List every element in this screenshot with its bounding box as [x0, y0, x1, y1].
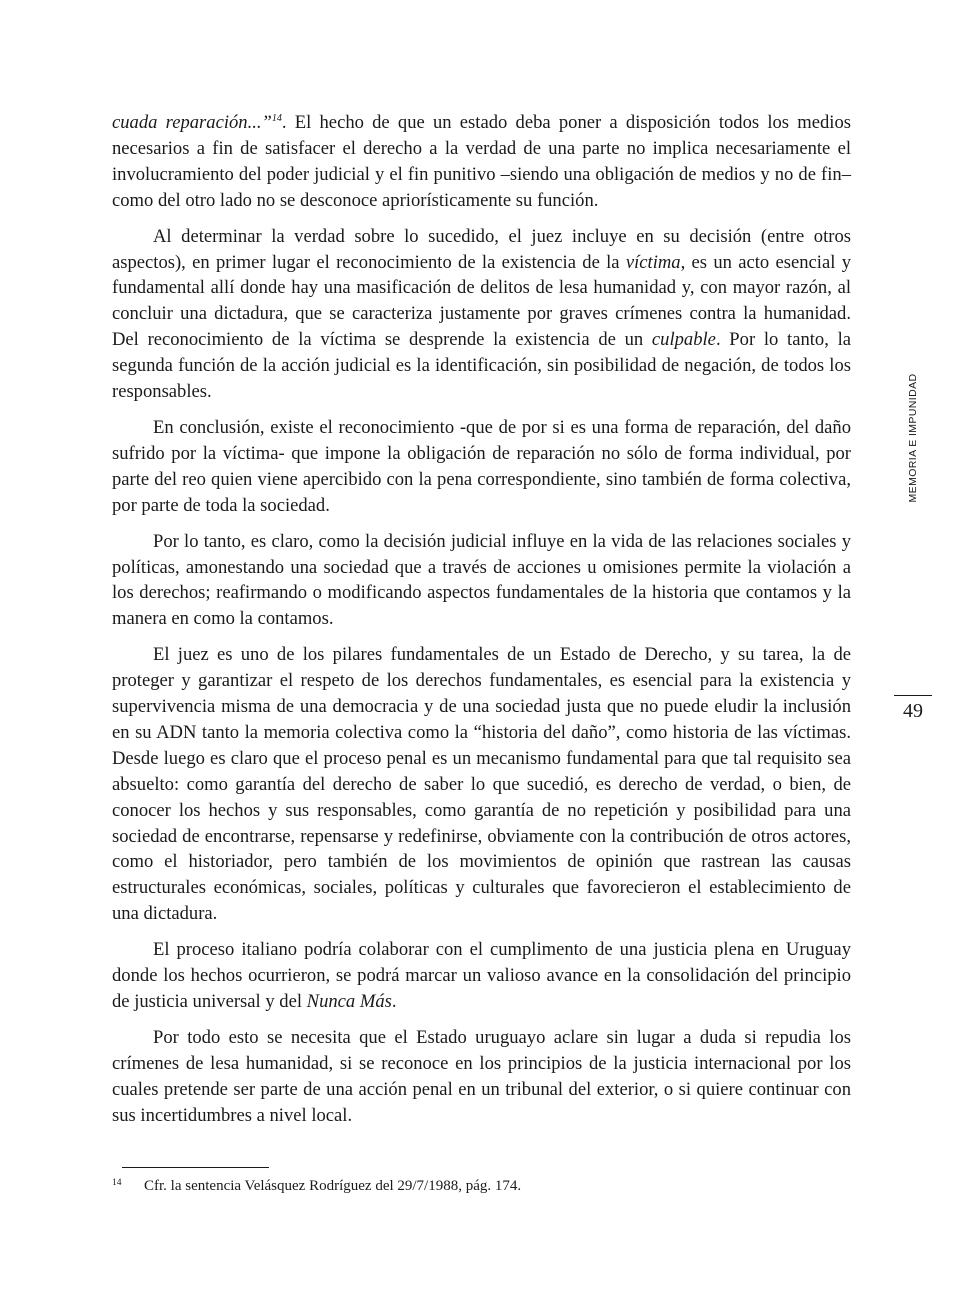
text-span: Por todo esto se necesita que el Estado uruguayo aclare sin lugar a duda si repudia los crímenes de lesa humanidad, si se reconoce en los principios de la justicia internacional por los cuales pretende ser parte de una acción penal en un tribunal del exterior, o si quiere continuar con sus incertidumbres a nivel local. [112, 1026, 851, 1126]
footnote-separator [122, 1167, 269, 1168]
text-span: El juez es uno de los pilares fundamentales de un Estado de Derecho, y su tarea, la de proteger y garantizar el respeto de los derechos fundamentales, es esencial para la existencia y supervivencia misma de una democracia y de una sociedad justa que no puede eludir la inclusión en su ADN tanto la memoria colectiva como la “historia del daño”, como historia de las víctimas. Desde luego es claro que el proceso penal es un mecanismo fundamental para que tal requisito sea absuelto: como garantía del derecho de saber lo que sucedió, es derecho de verdad, o bien, de conocer los hechos y sus responsables, como garantía de no repetición y posibilidad para una sociedad de encontrarse, repensarse y redefinirse, obviamente con la contribución de otros actores, como el historiador, pero también de los movimientos de opinión que rastrean las causas estructurales económicas, sociales, políticas y culturales que favorecieron el establecimiento de una dictadura. [112, 644, 851, 925]
text-span: cuada reparación...” [112, 112, 272, 133]
text-span: , es un acto esencial y fundamental allí donde hay una masificación de delitos de lesa humanidad y, con mayor razón, al concluir una dictadura, que se caracteriza justamente por graves crímenes contra la humanidad. Del reconocimiento de la víctima se desprende la existencia de un [112, 251, 851, 351]
text-span: . El hecho de que un estado deba poner a disposición todos los medios necesarios a fin de satisfacer el derecho a la verdad de una parte no implica necesariamente el involucramiento del poder judicial y el fin punitivo –siendo una obligación de medios y no de fin– como del otro lado no se desconoce apriorísticamente su función. [112, 112, 851, 211]
text-span: Nunca Más [306, 991, 392, 1012]
footnote-ref[interactable]: 14 [271, 112, 282, 124]
page-number: 49 [903, 700, 923, 722]
text-span: Por lo tanto, es claro, como la decisión judicial influye en la vida de las relaciones sociales y políticas, amonestando una sociedad que a través de acciones u omisiones permite la violación a los derechos; reafirmando o modificando aspectos fundamentales de la historia que contamos y la manera en como la contamos. [112, 530, 851, 630]
body-text [112, 110, 851, 1129]
text-span: víctima [625, 251, 681, 273]
text-span: . Por lo tanto, la segunda función de la acción judicial es la identificación, sin posibilidad de negación, de todos los responsables. [112, 329, 852, 403]
footnote-number: 14 [112, 1178, 122, 1188]
paragraph [112, 224, 851, 405]
footnote-text: Cfr. la sentencia Velásquez Rodríguez del 29/7/1988, pág. 174. [144, 1178, 522, 1194]
footnote [112, 1176, 521, 1196]
text-span: El proceso italiano podría colaborar con el cumplimento de una justicia plena en Uruguay donde los hechos ocurrieron, se podrá marcar un valioso avance en la consolidación del principio de justicia universal y del [112, 939, 851, 1012]
paragraph [112, 529, 851, 633]
paragraph [112, 110, 851, 214]
running-head: MEMORIA E IMPUNIDAD [907, 373, 919, 503]
page-number-rule [894, 695, 932, 696]
text-span: culpable [651, 329, 716, 351]
paragraph [112, 642, 851, 927]
text-span: . [391, 991, 397, 1012]
paragraph [112, 1025, 851, 1129]
paragraph [112, 415, 851, 519]
text-span: En conclusión, existe el reconocimiento -que de por si es una forma de reparación, del daño sufrido por la víctima- que impone la obligación de reparación no sólo de forma individual, por parte del reo quien viene apercibido con la pena correspondiente, sino también de forma colectiva, por parte de toda la sociedad. [112, 416, 851, 516]
paragraph [112, 937, 851, 1015]
text-span: Al determinar la verdad sobre lo sucedido, el juez incluye en su decisión (entre otros aspectos), en primer lugar el reconocimiento de la existencia de la [112, 225, 851, 273]
